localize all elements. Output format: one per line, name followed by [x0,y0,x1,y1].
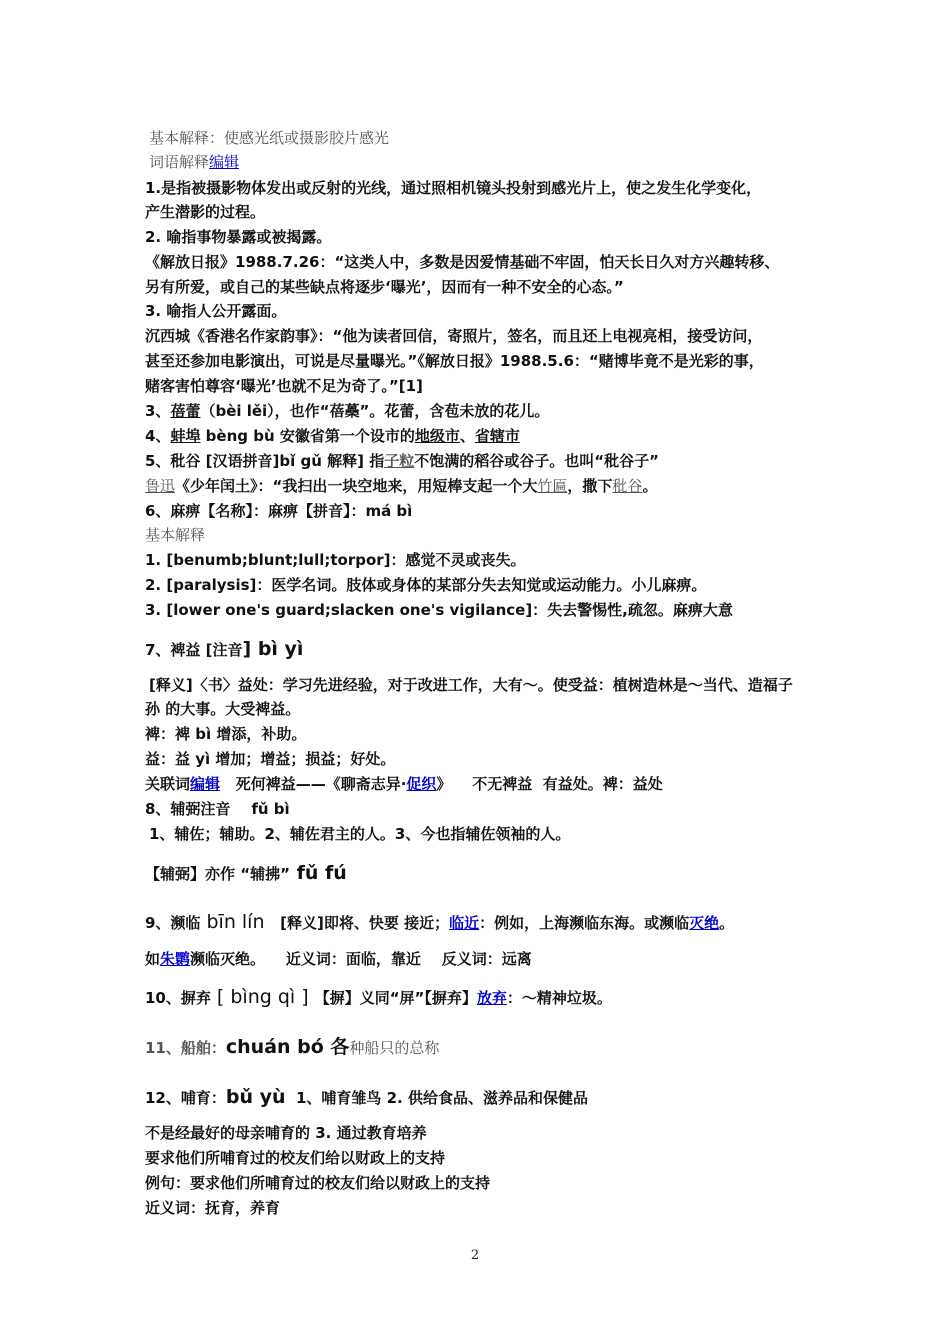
line-text: ：～精神垃圾。 [506,989,612,1007]
line-text: 10、摒弃 [145,989,211,1007]
text-line [145,277,624,297]
line-text: 11、船舶： [145,1039,226,1057]
cuzhi-link[interactable]: 促织 [406,775,437,793]
line-text: 2. [paralysis]：医学名词。肢体或身体的某部分失去知觉或运动能力。小儿麻痹。 [145,576,707,594]
text-line [145,1148,445,1168]
pinyin-large: fǔ fú [289,862,347,884]
line-text: 基本解释 [145,526,206,544]
line-text: 濒临灭绝。 近义词：面临，靠近 反义词：远离 [190,950,532,968]
pinyin-large: ] bì yì [242,638,304,660]
line-text: 3. [lower one's guard;slacken one's vigilance]：失去警惕性,疏忽。麻痹大意 [145,601,733,619]
text-line [145,986,612,1009]
line-text: 【辅弼】亦作 “辅拂” [145,865,290,883]
line-text: 例句：要求他们所哺育过的校友们给以财政上的支持 [145,1174,491,1192]
edit-link[interactable]: 编辑 [190,775,221,793]
line-text: 6、麻痹【名称】：麻痹【拼音】：má bì [145,502,413,520]
line-text: 不是经最好的母亲哺育的 3. 通过教育培养 [145,1124,427,1142]
term-link[interactable]: 竹匾 [537,477,568,495]
line-text: [释义]即将、快要 接近； [264,914,450,932]
text-line [145,451,659,471]
line-text: 1、辅佐；辅助。2、辅佐君主的人。3、今也指辅佐领袖的人。 [149,825,571,843]
term-link[interactable]: 秕谷 [612,477,643,495]
line-text: 词语解释 [149,153,210,171]
line-text: 12、哺育： [145,1089,226,1107]
line-text: 《少年闰土》：“我扫出一块空地来，用短棒支起一个大 [175,477,538,495]
line-text: 3、 [145,402,171,420]
text-line [145,638,303,661]
text-line [145,1198,280,1218]
line-text: 裨：裨 bì 增添，补助。 [145,725,307,743]
line-text: 7、裨益 [注音 [145,641,243,659]
text-line [145,252,779,272]
text-line [145,911,734,934]
line-text: 1.是指被摄影物体发出或反射的光线，通过照相机镜头投射到感光片上，使之发生化学变化， [145,179,762,197]
term-link[interactable]: 蚌埠 [170,427,201,445]
line-text: 如 [145,950,161,968]
line-text: 沉西城《香港名作家韵事》：“他为读者回信，寄照片，签名，而且还上电视亮相，接受访问， [145,327,763,345]
line-text: 。 [642,477,658,495]
fangqi-link[interactable]: 放弃 [476,989,507,1007]
text-line [145,862,347,885]
text-line [145,426,520,446]
line-text: 9、濒临 [145,914,201,932]
line-text: 》 不无裨益 有益处。裨：益处 [436,775,663,793]
linjin-link[interactable]: 临近 [449,914,480,932]
line-text: 4、 [145,427,171,445]
text-line [149,675,793,695]
page-number: 2 [470,1248,480,1263]
text-line [145,476,657,496]
line-text: 1. [benumb;blunt;lull;torpor]：感觉不灵或丧失。 [145,551,526,569]
line-text: [释义]〈书〉益处：学习先进经验，对于改进工作，大有～。使受益：植树造林是～当代、造福子 [149,676,793,694]
term-link[interactable]: 鲁迅 [145,477,176,495]
pinyin-large: bǔ yù [225,1086,286,1108]
text-line [145,749,395,769]
line-text: ，撒下 [567,477,613,495]
line-text: 益：益 yì 增加；增益；损益；好处。 [145,750,396,768]
text-line [145,376,423,396]
miejue-link[interactable]: 灭绝 [689,914,720,932]
line-text: 、 [459,427,475,445]
text-line [145,600,733,620]
line-text: 5、秕谷 [汉语拼音]bǐ gǔ 解释] 指 [145,452,385,470]
line-text: 1、哺育雏鸟 2. 供给食品、滋养品和保健品 [285,1089,588,1107]
line-text: 3. 喻指人公开露面。 [145,302,287,320]
text-line [145,1036,439,1059]
zhuhuan-link[interactable]: 朱鹮 [160,950,191,968]
pinyin-large: chuán bó 各 [225,1036,350,1058]
line-text: 。 [719,914,735,932]
text-line [145,724,306,744]
line-text: 2. 喻指事物暴露或被揭露。 [145,228,332,246]
pinyin-large: bīn lín [200,911,265,933]
text-line [145,1173,490,1193]
line-text: （bèi lěi），也作“蓓蘽”。花蕾，含苞未放的花儿。 [200,402,550,420]
text-line [145,351,764,371]
line-text: 甚至还参加电影演出，可说是尽量曝光。”《解放日报》1988.5.6：“赌博毕竟不是光彩的事， [145,352,764,370]
line-text: 种船只的总称 [349,1039,440,1057]
text-line [145,575,706,595]
text-line [145,1123,427,1143]
term-link[interactable]: 子粒 [384,452,415,470]
text-line [145,1086,588,1109]
text-line [149,128,389,148]
text-line [149,824,570,844]
line-text: 赌客害怕尊容‘曝光’也就不足为奇了。”[1] [145,377,423,395]
line-text: 《解放日报》1988.7.26：“这类人中，多数是因爱情基础不牢固，怕天长日久对方兴趣转移、 [145,253,780,271]
line-text: 产生潜影的过程。 [145,203,266,221]
text-line [145,202,265,222]
text-line [145,326,762,346]
line-text: 不饱满的稻谷或谷子。也叫“秕谷子” [414,452,659,470]
term-link[interactable]: 地级市 [414,427,460,445]
text-line [145,501,412,521]
text-line [145,799,290,819]
line-text: 近义词：抚育，养育 [145,1199,281,1217]
line-text: ：例如，上海濒临东海。或濒临 [479,914,690,932]
text-line [145,774,663,794]
line-text: 死何裨益——《聊斋志异· [220,775,407,793]
term-link[interactable]: 蓓蕾 [170,402,201,420]
line-text: 【摒】义同“屏”【摒弃】 [314,989,477,1007]
text-line [145,301,286,321]
line-text: 要求他们所哺育过的校友们给以财政上的支持 [145,1149,446,1167]
text-line [145,525,205,545]
line-text: 基本解释：使感光纸或摄影胶片感光 [149,129,390,147]
text-line [145,227,331,247]
text-line [145,699,300,719]
edit-link[interactable]: 编辑 [209,153,240,171]
line-text: 8、辅弼注音 fǔ bì [145,800,290,818]
line-text: 孙 的大事。大受裨益。 [145,700,301,718]
text-line [145,550,526,570]
line-text: bèng bù 安徽省第一个设市的 [200,427,415,445]
text-line [145,401,549,421]
pinyin-large: [ bìng qì ] [210,986,315,1008]
line-text: 另有所爱，或自己的某些缺点将逐步‘曝光’，因而有一种不安全的心态。” [145,278,624,296]
text-line [145,949,532,969]
text-line [145,178,761,198]
line-text: 关联词 [145,775,191,793]
term-link[interactable]: 省辖市 [474,427,520,445]
text-line [149,152,239,172]
